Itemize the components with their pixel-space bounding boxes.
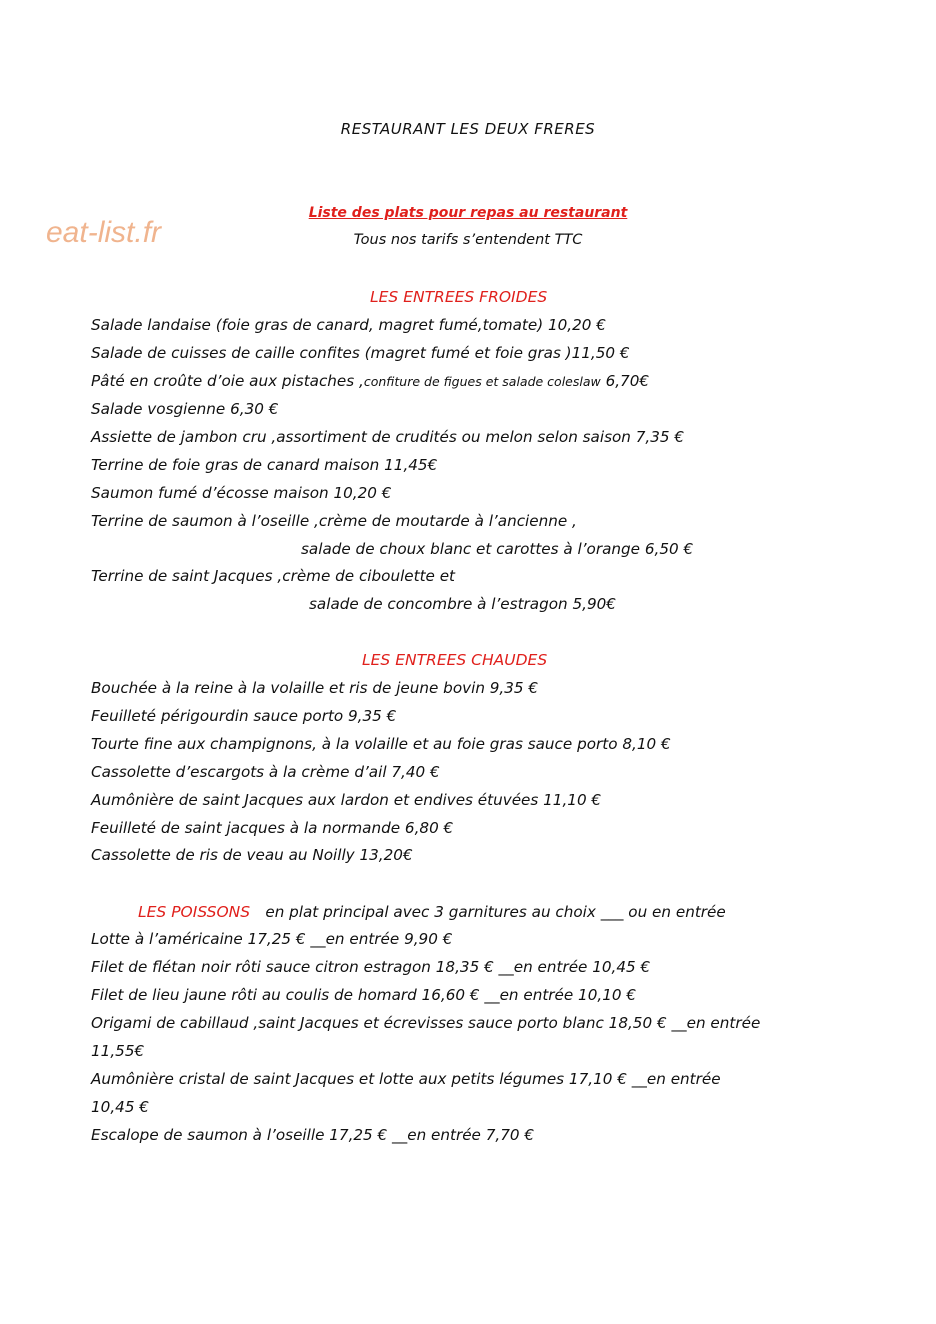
section-title-poissons: LES POISSONS <box>138 903 251 921</box>
poissons-header <box>138 902 726 921</box>
menu-item: Tourte fine aux champignons, à la volaille et au foie gras sauce porto 8,10 € <box>91 735 671 753</box>
menu-item: Salade vosgienne 6,30 € <box>91 400 279 418</box>
menu-item: Saumon fumé d’écosse maison 10,20 € <box>91 484 392 502</box>
menu-item-continuation: 10,45 € <box>91 1098 149 1116</box>
section-title-entrees-froides: LES ENTREES FROIDES <box>370 288 548 306</box>
menu-item <box>91 372 649 390</box>
menu-item: Filet de flétan noir rôti sauce citron estragon 18,35 € __en entrée 10,45 € <box>91 958 651 976</box>
menu-item-name: Pâté en croûte d’oie aux pistaches , <box>91 372 364 390</box>
menu-item: Salade landaise (foie gras de canard, magret fumé,tomate) 10,20 € <box>91 316 606 334</box>
menu-item: Feuilleté périgourdin sauce porto 9,35 € <box>91 707 397 725</box>
menu-item: Cassolette d’escargots à la crème d’ail 7,40 € <box>91 763 440 781</box>
menu-item: Bouchée à la reine à la volaille et ris de jeune bovin 9,35 € <box>91 679 539 697</box>
poissons-note: en plat principal avec 3 garnitures au choix ___ ou en entrée <box>265 903 726 921</box>
menu-subtitle: Liste des plats pour repas au restaurant <box>308 205 628 221</box>
menu-item: Terrine de saint Jacques ,crème de ciboulette et <box>91 567 456 585</box>
watermark-logo: eat-list.fr <box>46 216 162 249</box>
menu-item-detail: confiture de figues et salade coleslaw <box>363 374 601 389</box>
menu-item: Feuilleté de saint jacques à la normande 6,80 € <box>91 819 454 837</box>
menu-item: Cassolette de ris de veau au Noilly 13,20€ <box>91 846 413 864</box>
tax-note: Tous nos tarifs s’entendent TTC <box>353 232 583 248</box>
menu-item: Escalope de saumon à l’oseille 17,25 € __en entrée 7,70 € <box>91 1126 535 1144</box>
menu-item: Origami de cabillaud ,saint Jacques et écrevisses sauce porto blanc 18,50 € __en entrée <box>91 1014 761 1032</box>
menu-item: Salade de cuisses de caille confites (magret fumé et foie gras )11,50 € <box>91 344 630 362</box>
menu-item: Filet de lieu jaune rôti au coulis de homard 16,60 € __en entrée 10,10 € <box>91 986 637 1004</box>
menu-item: Aumônière cristal de saint Jacques et lotte aux petits légumes 17,10 € __en entrée <box>91 1070 721 1088</box>
menu-item: Assiette de jambon cru ,assortiment de crudités ou melon selon saison 7,35 € <box>91 428 685 446</box>
section-title-entrees-chaudes: LES ENTREES CHAUDES <box>362 651 548 669</box>
menu-item-continuation: salade de choux blanc et carottes à l’orange 6,50 € <box>301 540 694 558</box>
menu-item-price: 6,70€ <box>605 372 650 390</box>
menu-item: Terrine de foie gras de canard maison 11,45€ <box>91 456 438 474</box>
menu-item: Lotte à l’américaine 17,25 € __en entrée 9,90 € <box>91 930 453 948</box>
menu-item-continuation: 11,55€ <box>91 1042 145 1060</box>
menu-item-continuation: salade de concombre à l’estragon 5,90€ <box>309 595 616 613</box>
restaurant-name: RESTAURANT LES DEUX FRERES <box>340 120 596 138</box>
menu-item: Terrine de saumon à l’oseille ,crème de moutarde à l’ancienne , <box>91 512 577 530</box>
menu-item: Aumônière de saint Jacques aux lardon et endives étuvées 11,10 € <box>91 791 602 809</box>
